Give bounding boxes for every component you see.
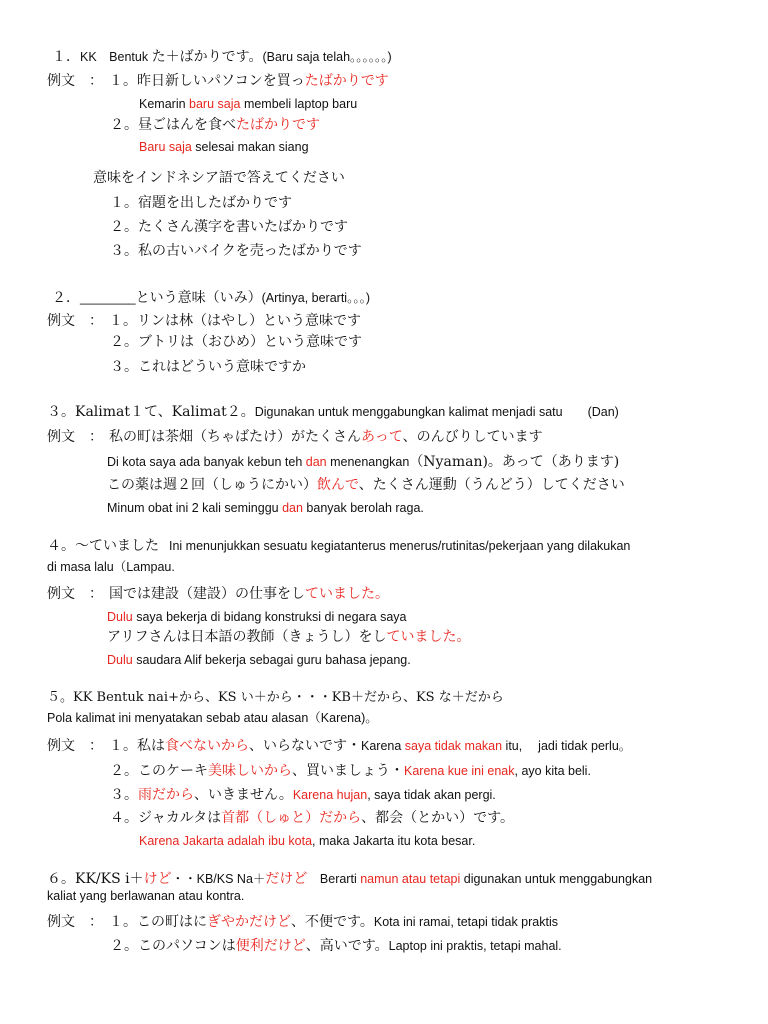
example-line: [47, 310, 361, 330]
translation-line: [107, 451, 619, 471]
highlight-text: ていました。: [305, 586, 389, 602]
example-line: [47, 735, 631, 755]
translation-text: itu, jadi tidak perlu。: [502, 739, 632, 753]
highlight-text: あって: [361, 429, 403, 445]
translation-text: selesai makan siang: [191, 140, 309, 154]
example-text: 、高いです。: [305, 938, 389, 954]
blank-line: ________: [80, 291, 136, 305]
heading-meaning: Digunakan untuk menggabungkan kalimat menjadi satu (Dan): [254, 405, 619, 419]
highlight-text: ていました。: [386, 629, 471, 645]
example-line: ２。ブトリは（おひめ）という意味です: [110, 334, 362, 350]
highlight-text: 便利だけど: [235, 938, 306, 954]
example-text: 、買いましょう・: [292, 763, 404, 779]
example-label: 例文 ：: [47, 73, 103, 89]
example-text: ４。ジャカルタは: [110, 810, 222, 826]
example-line: [110, 935, 562, 955]
example-text: 、いきません。: [194, 787, 293, 803]
translation-line: [139, 93, 357, 112]
example-text: １。昨日新しいパソコンを買っ: [109, 73, 305, 89]
question-item: １。宿題を出したばかりです: [110, 195, 292, 211]
example-label: 例文 ：: [47, 738, 103, 754]
example-line: [107, 626, 470, 646]
highlight-text: たばかりです: [236, 117, 320, 133]
example-text: ２。このパソコンは: [110, 938, 236, 954]
example-text: アリフさんは日本語の教師（きょうし）をし: [107, 629, 387, 645]
translation-text: saya bekerja di bidang konstruksi di negara saya: [132, 610, 407, 624]
translation-text: , maka Jakarta itu kota besar.: [312, 834, 476, 848]
example-text: ３。: [110, 787, 138, 803]
example-text: 、都会（とかい）です。: [361, 810, 515, 826]
section-2-heading: [52, 287, 370, 307]
example-text: 、いらないです・: [249, 738, 361, 754]
translation-text: Di kota saya ada banyak kebun teh: [107, 455, 306, 469]
heading-continuation: di masa lalu（Lampau.: [47, 560, 175, 574]
heading-pattern: た＋ばかりです。: [151, 49, 263, 65]
example-text: 、たくさん運動（うんどう）してください: [358, 477, 625, 493]
highlight-text: saya tidak makan: [404, 739, 503, 753]
highlight-text: だけど: [265, 871, 308, 887]
example-line: [107, 474, 625, 494]
example-line: [47, 70, 389, 90]
highlight-text: dan: [305, 455, 327, 469]
translation-line: [139, 830, 475, 849]
translation-text: Karena: [361, 739, 405, 753]
translation-text: , ayo kita beli.: [514, 764, 591, 778]
question-item: ２。たくさん漢字を書いたばかりです: [110, 219, 348, 235]
example-label: 例文 ：: [47, 914, 103, 930]
section-5-heading: [47, 686, 504, 706]
highlight-text: ぎやかだけど: [207, 914, 291, 930]
highlight-text: 飲んで: [317, 477, 359, 493]
heading-pattern: ４。〜ていました: [47, 538, 159, 554]
section-4-heading: [47, 535, 630, 555]
translation-line: [139, 136, 309, 155]
translation-text: Kota ini ramai, tetapi tidak praktis: [373, 915, 559, 929]
question-item: ３。私の古いバイクを売ったばかりです: [110, 243, 362, 259]
translation-text: banyak berolah raga.: [302, 501, 424, 515]
heading-meaning: Ini menunjukkan sesuatu kegiatanterus menerus/rutinitas/pekerjaan yang dilakukan: [169, 539, 631, 553]
section-1-heading: [52, 46, 392, 66]
heading-meaning: Berarti: [307, 872, 361, 886]
example-line: [110, 114, 320, 134]
heading-meaning: (Artinya, berarti。。。): [261, 291, 370, 305]
highlight-text: Karena Jakarta adalah ibu kota: [139, 834, 313, 848]
highlight-text: namun atau tetapi: [360, 872, 461, 886]
example-line: [47, 911, 558, 931]
section-number: １．: [52, 49, 80, 65]
heading-continuation: kaliat yang berlawanan atau kontra.: [47, 889, 245, 903]
section-3-heading: [47, 401, 619, 421]
section-6-heading: [47, 868, 652, 888]
task-instruction: 意味をインドネシア語で答えてください: [93, 170, 345, 186]
highlight-text: Karena kue ini enak: [404, 764, 515, 778]
example-line: [110, 807, 514, 827]
highlight-text: Karena hujan: [292, 788, 368, 802]
translation-text: membeli laptop baru: [240, 97, 358, 111]
example-text: この薬は週２回（しゅうにかい）: [107, 477, 317, 493]
translation-text: Kemarin: [139, 97, 190, 111]
heading-pattern: ３。Kalimat１て、Kalimat２。: [47, 404, 255, 420]
example-label: 例文 ：: [47, 429, 103, 445]
heading-meaning: digunakan untuk menggabungkan: [460, 872, 653, 886]
example-text: 、のんびりしています: [402, 429, 543, 445]
example-text: １。この町はに: [109, 914, 207, 930]
example-label: 例文 ：: [47, 313, 103, 329]
highlight-text: dan: [282, 501, 303, 515]
example-line: [47, 426, 543, 446]
translation-line: [107, 497, 424, 516]
heading-text: KK Bentuk: [80, 50, 152, 64]
translation-line: [107, 606, 407, 625]
example-line: ３。これはどういう意味ですか: [110, 359, 306, 375]
example-line: [110, 760, 591, 780]
translation-text: menenangkan: [326, 455, 410, 469]
heading-pattern: ・・KB/KS Na＋: [171, 872, 266, 886]
example-line: [47, 583, 389, 603]
translation-note: （Nyaman)。あって（あります): [409, 454, 620, 470]
heading-pattern: ５。KK Bentuk nai+から、KS い＋から・・・KB＋だから、KS な＋だから: [47, 690, 504, 705]
highlight-text: Baru saja: [139, 140, 192, 154]
example-text: ２。昼ごはんを食べ: [110, 117, 236, 133]
highlight-text: 美味しいから: [208, 763, 292, 779]
highlight-text: たばかりです: [304, 73, 389, 89]
example-label: 例文 ：: [47, 586, 103, 602]
example-text: ２。このケーキ: [110, 763, 208, 779]
example-text: 、不便です。: [291, 914, 374, 930]
highlight-text: 食べないから: [165, 738, 249, 754]
translation-text: Laptop ini praktis, tetapi mahal.: [388, 939, 562, 953]
heading-meaning: (Baru saja telah。。。。。。): [262, 50, 392, 64]
example-line: [110, 784, 496, 804]
example-text: １。私は: [109, 738, 165, 754]
highlight-text: けど: [143, 871, 172, 887]
example-text: 国では建設（建設）の仕事をし: [109, 586, 305, 602]
highlight-text: Dulu: [107, 610, 133, 624]
highlight-text: baru saja: [189, 97, 241, 111]
heading-pattern: ６。KK/KS i＋: [47, 871, 144, 887]
example-text: １。リンは林（はやし）という意味です: [109, 313, 361, 329]
example-text: 私の町は茶畑（ちゃばたけ）がたくさん: [109, 429, 361, 445]
highlight-text: 首都（しゅと）だから: [221, 810, 362, 826]
translation-text: Minum obat ini 2 kali seminggu: [107, 501, 283, 515]
translation-line: [107, 649, 411, 668]
translation-text: saudara Alif bekerja sebagai guru bahasa jepang.: [132, 653, 411, 667]
heading-pattern: という意味（いみ）: [135, 290, 262, 306]
highlight-text: 雨だから: [138, 787, 194, 803]
highlight-text: Dulu: [107, 653, 133, 667]
translation-text: , saya tidak akan pergi.: [367, 788, 496, 802]
section-number: ２．: [52, 290, 80, 306]
section-description: Pola kalimat ini menyatakan sebab atau alasan（Karena)。: [47, 711, 378, 725]
